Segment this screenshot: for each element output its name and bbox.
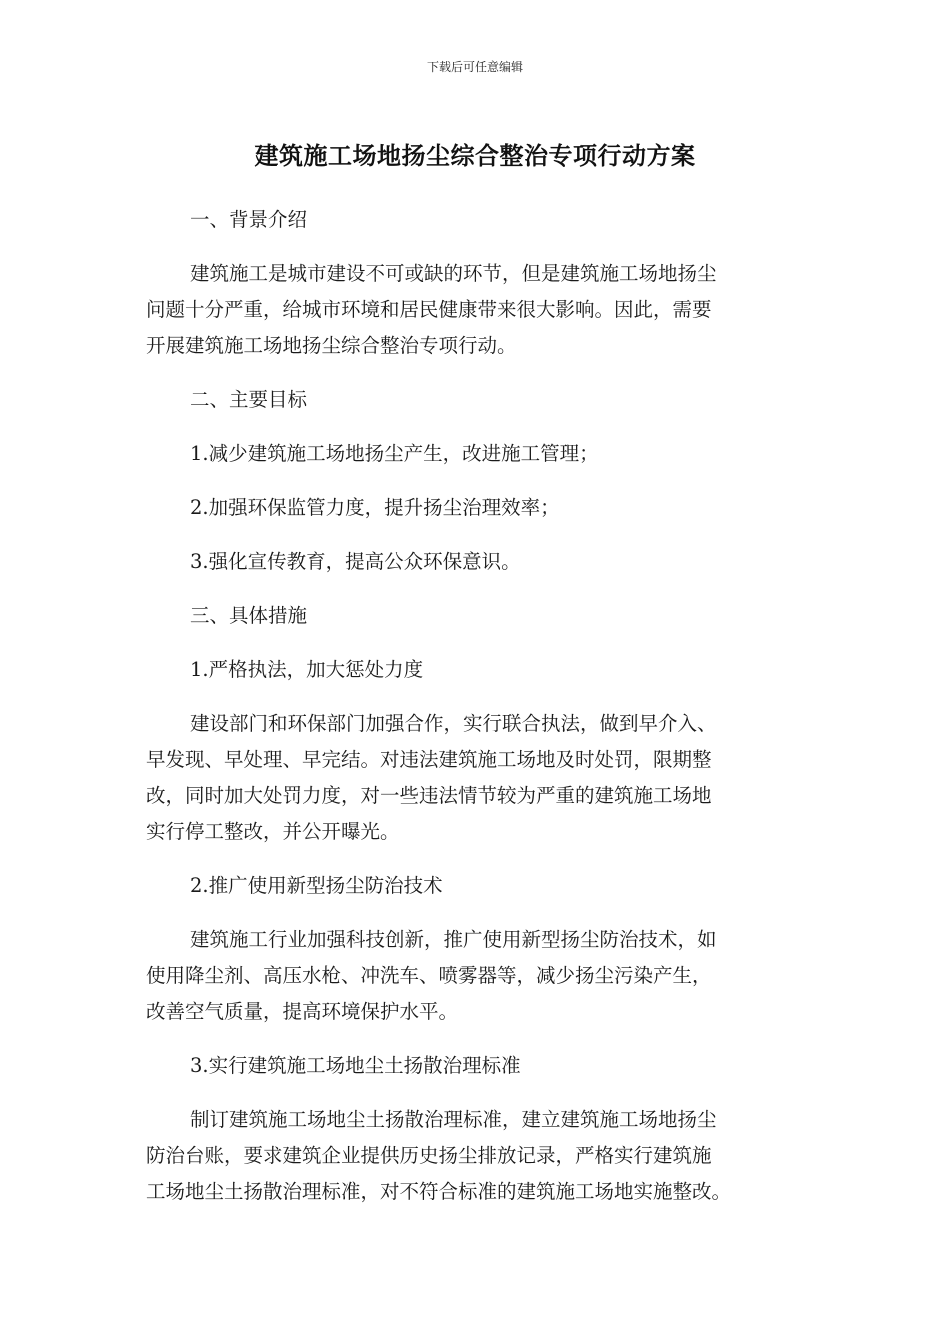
- header-note: 下载后可任意编辑: [426, 60, 523, 74]
- section-heading-background: 一、背景介绍: [190, 208, 308, 231]
- measure-heading: 2.推广使用新型扬尘防治技术: [190, 874, 443, 897]
- paragraph-background: [146, 256, 806, 364]
- measure-paragraph: [146, 706, 806, 850]
- paragraph-line: 建筑施工是城市建设不可或缺的环节，但是建筑施工场地扬尘: [190, 262, 717, 285]
- paragraph-line: 建筑施工行业加强科技创新，推广使用新型扬尘防治技术，如: [190, 928, 717, 951]
- goal-item: 3.强化宣传教育，提高公众环保意识。: [190, 550, 521, 573]
- goal-item: 2.加强环保监管力度，提升扬尘治理效率；: [190, 496, 560, 519]
- measure-paragraph: [146, 922, 806, 1030]
- paragraph-line: 制订建筑施工场地尘土扬散治理标准，建立建筑施工场地扬尘: [190, 1108, 717, 1131]
- measure-heading: 1.严格执法，加大惩处力度: [190, 658, 424, 681]
- section-heading-goals: 二、主要目标: [190, 388, 308, 411]
- measure-heading: 3.实行建筑施工场地尘土扬散治理标准: [190, 1054, 521, 1077]
- measure-paragraph: [146, 1102, 806, 1210]
- paragraph-line: 开展建筑施工场地扬尘综合整治专项行动。: [146, 334, 517, 357]
- paragraph-line: 实行停工整改，并公开曝光。: [146, 820, 400, 843]
- paragraph-line: 问题十分严重，给城市环境和居民健康带来很大影响。因此，需要: [146, 298, 712, 321]
- paragraph-line: 防治台账，要求建筑企业提供历史扬尘排放记录，严格实行建筑施: [146, 1144, 712, 1167]
- paragraph-line: 改善空气质量，提高环境保护水平。: [146, 1000, 459, 1023]
- paragraph-line: 早发现、早处理、早完结。对违法建筑施工场地及时处罚，限期整: [146, 748, 712, 771]
- goal-item: 1.减少建筑施工场地扬尘产生，改进施工管理；: [190, 442, 599, 465]
- paragraph-line: 工场地尘土扬散治理标准，对不符合标准的建筑施工场地实施整改。: [146, 1180, 732, 1203]
- paragraph-line: 建设部门和环保部门加强合作，实行联合执法，做到早介入、: [190, 712, 717, 735]
- paragraph-line: 改，同时加大处罚力度，对一些违法情节较为严重的建筑施工场地: [146, 784, 712, 807]
- document-title: 建筑施工场地扬尘综合整治专项行动方案: [254, 142, 696, 170]
- document-body: [146, 202, 806, 1210]
- section-heading-measures: 三、具体措施: [190, 604, 308, 627]
- paragraph-line: 使用降尘剂、高压水枪、冲洗车、喷雾器等，减少扬尘污染产生，: [146, 964, 712, 987]
